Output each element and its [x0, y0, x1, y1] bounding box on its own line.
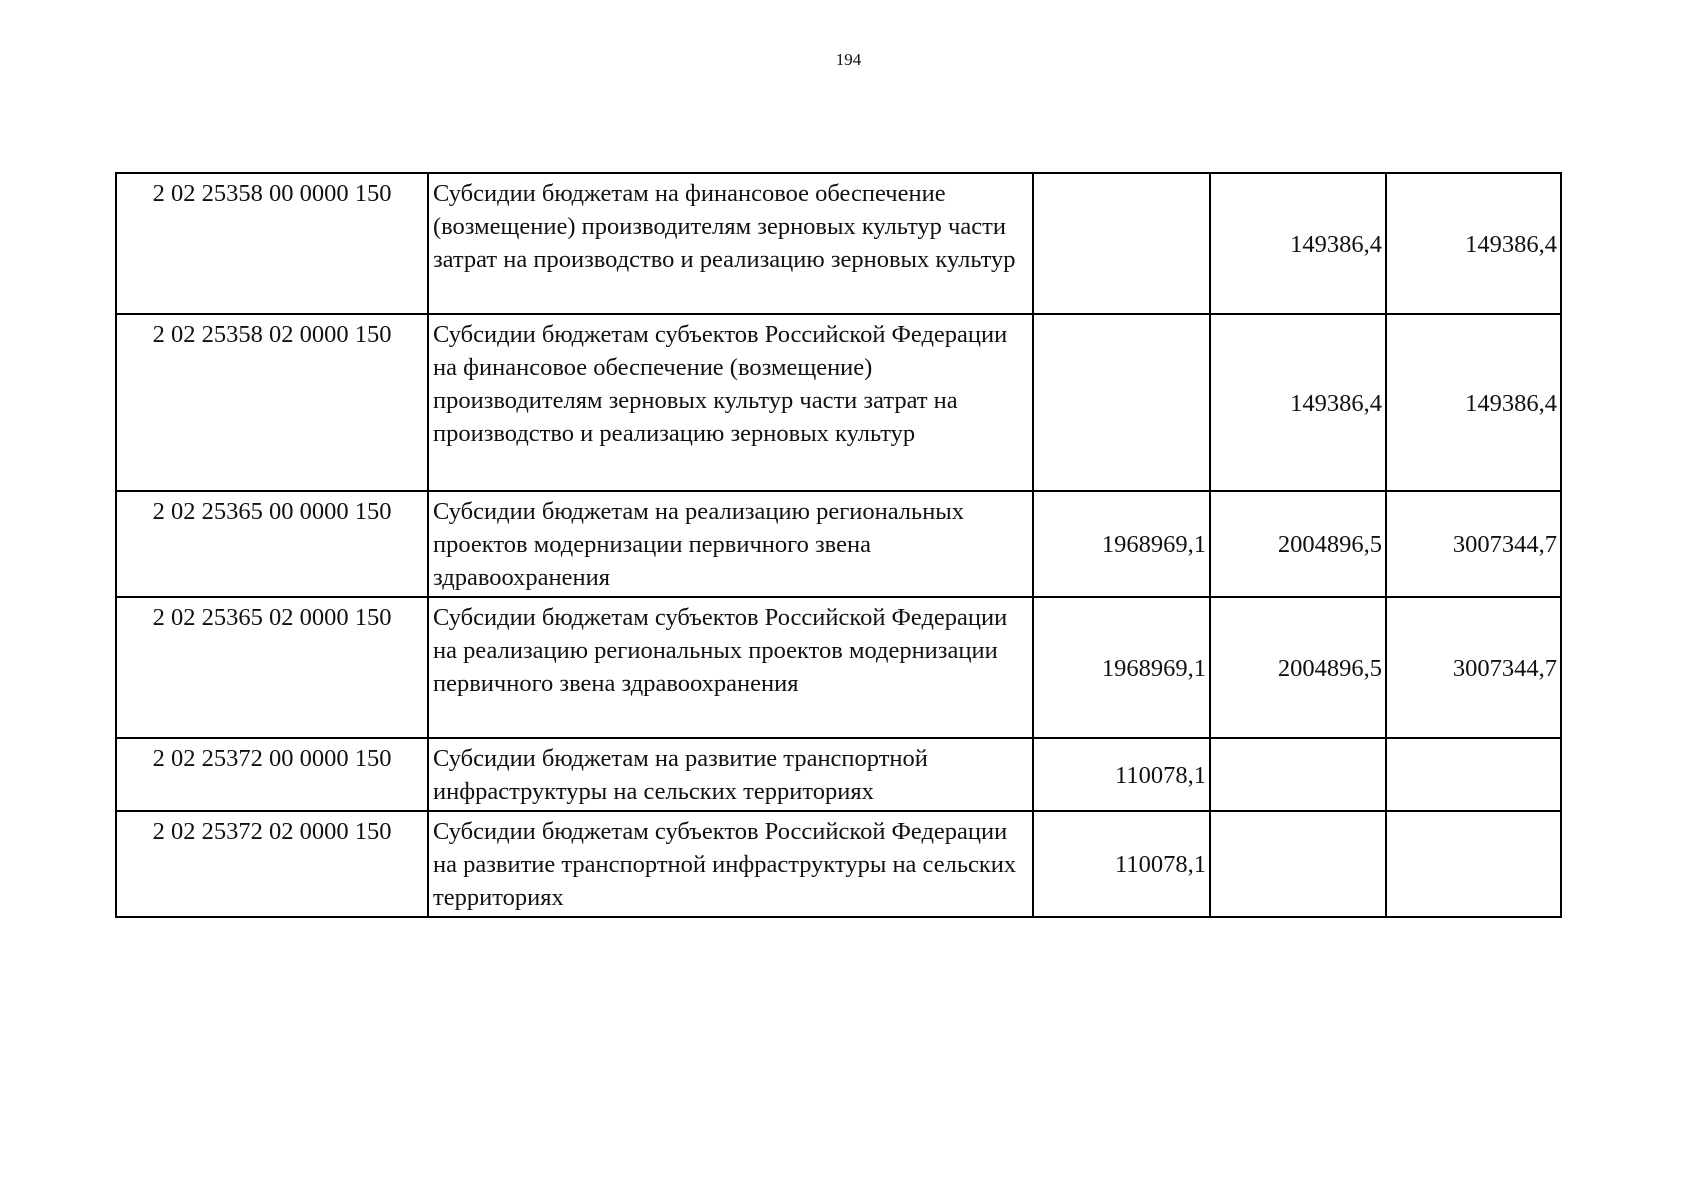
amount-year3-cell	[1386, 738, 1561, 811]
amount-year2-cell: 149386,4	[1210, 173, 1386, 314]
description-cell: Субсидии бюджетам субъектов Российской Федерации на развитие транспортной инфраструктуры на сельских территориях	[428, 811, 1033, 917]
amount-year3-cell: 3007344,7	[1386, 491, 1561, 597]
amount-year2-cell: 2004896,5	[1210, 597, 1386, 738]
table-row	[116, 173, 1561, 314]
amount-year1-cell: 110078,1	[1033, 811, 1210, 917]
description-cell: Субсидии бюджетам на реализацию региональных проектов модернизации первичного звена здравоохранения	[428, 491, 1033, 597]
amount-year3-cell: 149386,4	[1386, 314, 1561, 491]
amount-year1-cell	[1033, 173, 1210, 314]
budget-code-cell: 2 02 25372 00 0000 150	[116, 738, 428, 811]
budget-code-cell: 2 02 25358 02 0000 150	[116, 314, 428, 491]
amount-year2-cell: 149386,4	[1210, 314, 1386, 491]
budget-code-cell: 2 02 25372 02 0000 150	[116, 811, 428, 917]
amount-year2-cell: 2004896,5	[1210, 491, 1386, 597]
description-cell: Субсидии бюджетам субъектов Российской Федерации на реализацию региональных проектов модернизации первичного звена здравоохранения	[428, 597, 1033, 738]
description-cell: Субсидии бюджетам субъектов Российской Федерации на финансовое обеспечение (возмещение) производителям зерновых культур части затрат на производство и реализацию зерновых культур	[428, 314, 1033, 491]
amount-year1-cell: 1968969,1	[1033, 597, 1210, 738]
table-row	[116, 738, 1561, 811]
table-row	[116, 811, 1561, 917]
description-cell: Субсидии бюджетам на развитие транспортной инфраструктуры на сельских территориях	[428, 738, 1033, 811]
budget-table	[115, 172, 1562, 918]
amount-year3-cell: 149386,4	[1386, 173, 1561, 314]
table-row	[116, 314, 1561, 491]
amount-year1-cell	[1033, 314, 1210, 491]
table-row	[116, 597, 1561, 738]
page-number: 194	[835, 50, 862, 69]
table-row	[116, 491, 1561, 597]
description-cell: Субсидии бюджетам на финансовое обеспечение (возмещение) производителям зерновых культур части затрат на производство и реализацию зерновых культур	[428, 173, 1033, 314]
budget-code-cell: 2 02 25358 00 0000 150	[116, 173, 428, 314]
budget-code-cell: 2 02 25365 00 0000 150	[116, 491, 428, 597]
amount-year3-cell	[1386, 811, 1561, 917]
amount-year1-cell: 1968969,1	[1033, 491, 1210, 597]
amount-year3-cell: 3007344,7	[1386, 597, 1561, 738]
amount-year1-cell: 110078,1	[1033, 738, 1210, 811]
budget-code-cell: 2 02 25365 02 0000 150	[116, 597, 428, 738]
amount-year2-cell	[1210, 811, 1386, 917]
amount-year2-cell	[1210, 738, 1386, 811]
